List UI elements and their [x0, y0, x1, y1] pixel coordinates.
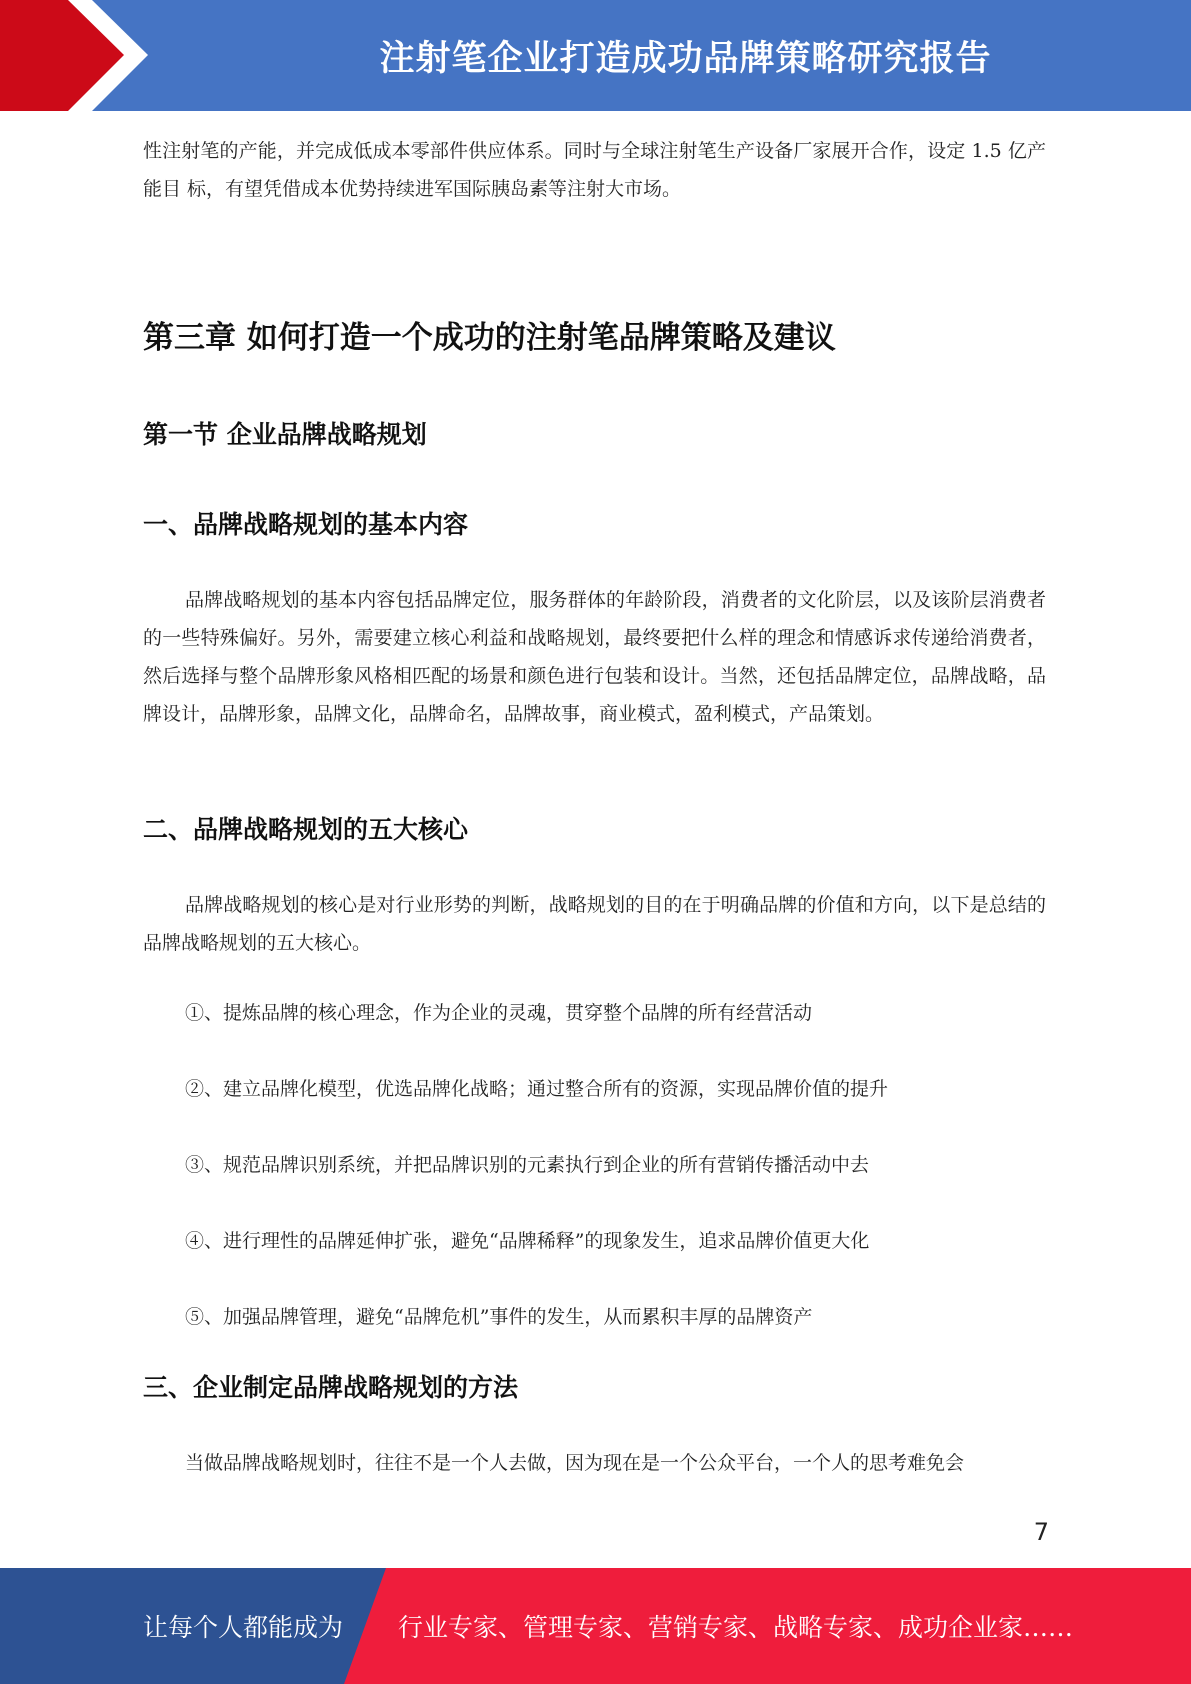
chapter-title: 第三章 如何打造一个成功的注射笔品牌策略及建议: [143, 320, 836, 356]
footer-slogan-left: 让每个人都能成为: [143, 1613, 344, 1642]
header-title: 注射笔企业打造成功品牌策略研究报告: [379, 38, 992, 79]
subsection-title-3: 三、企业制定品牌战略规划的方法: [143, 1373, 519, 1402]
core-item-1: ①、提炼品牌的核心理念，作为企业的灵魂，贯穿整个品牌的所有经营活动: [185, 1002, 813, 1024]
section-title: 第一节 企业品牌战略规划: [143, 420, 427, 449]
core-item-2: ②、建立品牌化模型，优选品牌化战略；通过整合所有的资源，实现品牌价值的提升: [185, 1078, 889, 1100]
intro-paragraph: 性注射笔的产能，并完成低成本零部件供应体系。同时与全球注射笔生产设备厂家展开合作，设定 1.5 亿产能目 标，有望凭借成本优势持续进军国际胰岛素等注射大市场。: [143, 140, 1046, 200]
core-item-4: ④、进行理性的品牌延伸扩张，避免“品牌稀释”的现象发生，追求品牌价值更大化: [185, 1230, 870, 1252]
core-item-3: ③、规范品牌识别系统，并把品牌识别的元素执行到企业的所有营销传播活动中去: [185, 1154, 870, 1176]
subsection-title-1: 一、品牌战略规划的基本内容: [143, 510, 469, 539]
footer-slogan-right: 行业专家、管理专家、营销专家、战略专家、成功企业家……: [398, 1613, 1074, 1642]
subsection-1-paragraph: 品牌战略规划的基本内容包括品牌定位，服务群体的年龄阶段，消费者的文化阶层，以及该阶层消费者的一些特殊偏好。另外，需要建立核心利益和战略规划，最终要把什么样的理念和情感诉求传递给消费者，然后选择与整个品牌形象风格相匹配的场景和颜色进行包装和设计。当然，还包括品牌定位，品牌战略，品牌设计，品牌形象，品牌文化，品牌命名，品牌故事，商业模式，盈利模式，产品策划。: [143, 589, 1046, 725]
subsection-title-2: 二、品牌战略规划的五大核心: [143, 815, 469, 844]
page-footer: [0, 1568, 1191, 1684]
core-item-5: ⑤、加强品牌管理，避免“品牌危机”事件的发生，从而累积丰厚的品牌资产: [185, 1306, 813, 1328]
subsection-2-paragraph: 品牌战略规划的核心是对行业形势的判断，战略规划的目的在于明确品牌的价值和方向，以下是总结的品牌战略规划的五大核心。: [143, 894, 1046, 954]
subsection-3-paragraph: 当做品牌战略规划时，往往不是一个人去做，因为现在是一个公众平台，一个人的思考难免会: [185, 1452, 965, 1474]
header-red-arrow-decoration: [0, 0, 200, 111]
page-header: [0, 0, 1191, 111]
page-number: 7: [1033, 1518, 1049, 1546]
